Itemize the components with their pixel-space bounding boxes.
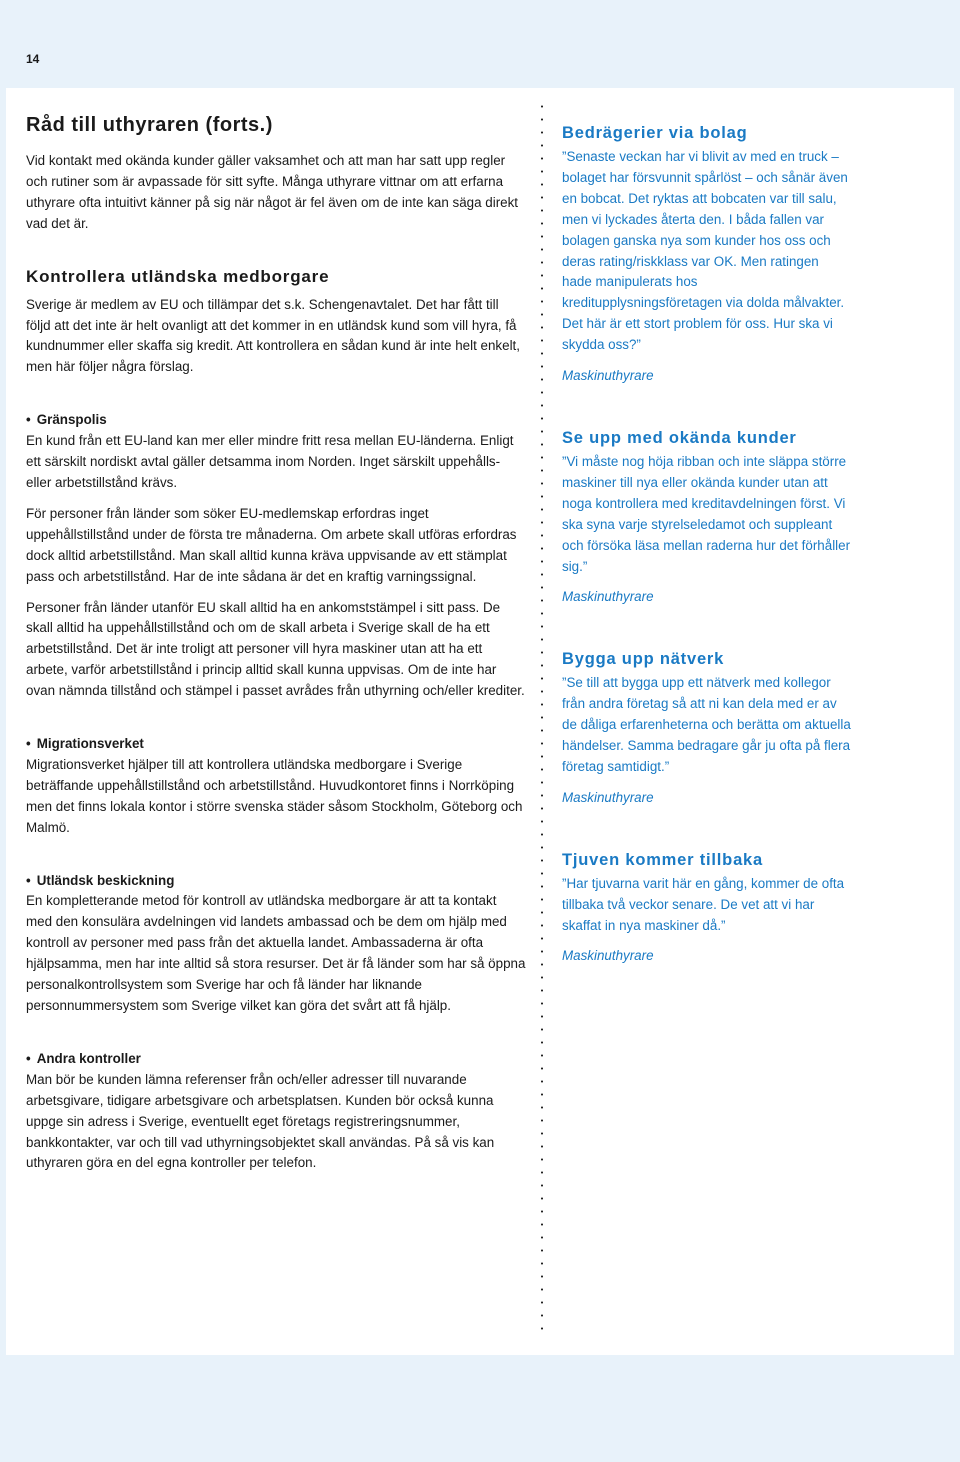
bullet-heading: • Andra kontroller <box>26 1049 526 1070</box>
bullet-paragraph: Personer från länder utanför EU skall alltid ha en ankomststämpel i sitt pass. De skall alltid ha uppehållstillstånd och om de skall arbeta i Sverige skall de ha ett arbetstillstånd. Det är inte troligt att personer vill hyra maskiner utan att ha ett arbete, varför arbetstillstånd i princip alltid skall kunna uppvisas. Om de inte har ovan nämnda tillstånd och stämpel i passet avrådes från uthyrning och/eller krediter. <box>26 599 525 699</box>
bullet-paragraph: En kund från ett EU-land kan mer eller mindre fritt resa mellan EU-länderna. Enligt ett särskilt nordiskt avtal gäller detsamma inom Norden. Inget särskilt uppehålls- eller arbetstillstånd krävs. <box>26 433 514 490</box>
top-band <box>0 0 960 88</box>
quote-heading: Se upp med okända kunder <box>562 428 797 447</box>
bullet-paragraph: Man bör be kunden lämna referenser från och/eller adresser till nuvarande arbetsgivare, tidigare arbetsgivare och arbetsplatsen. Kunden bör också kunna uppge sin adress i Sverige, eventuellt eget företags registreringsnummer, bankkontakter, var och till vad uthyrningsobjektet skall användas. På så vis kan uthyraren göra en del egna kontroller per telefon. <box>26 1071 495 1171</box>
quote-signature: Maskinuthyrare <box>562 948 654 964</box>
quote-signature: Maskinuthyrare <box>562 368 654 384</box>
quote-heading: Bygga upp nätverk <box>562 650 725 669</box>
quote-text: ”Se till att bygga upp ett nätverk med kollegor från andra företag så att ni kan dela med er av de dåliga erfarenheterna och berätta om aktuella händelser. Samma bedragare går ju ofta på flera företag samtidigt.” <box>562 675 851 774</box>
bullet-paragraph: En kompletterande metod för kontroll av utländska medborgare är att ta kontakt med den konsulära avdelningen vid landets ambassad och be dem om hjälp med kontroll av personer med pass från det aktuella landet. Ambassaderna är ofta hjälpsamma, men har inte alltid så stora resurser. Det är få länder som har så öppna personalkontrollsystem som Sverige har och få länder har liknande personnummersystem som Sverige vilket kan göra det svårt att få hjälp. <box>26 893 526 1013</box>
bullet-andra-kontroller <box>26 1049 526 1174</box>
sidebar-quotes <box>562 124 852 1009</box>
quote-text: ”Senaste veckan har vi blivit av med en truck – bolaget har försvunnit spårlöst – och sånär även en bobcat. Det ryktas att bobcaten var till salu, men vi lyckades återta den. I båda fallen var bolagen ganska nya som kunder hos oss och deras rating/riskklass var OK. Men ratingen hade manipulerats hos kreditupplysningsföretagen via dolda målvakter. Det här är ett stort problem för oss. Hur ska vi skydda oss?” <box>562 149 848 353</box>
bottom-band <box>0 1355 960 1462</box>
section-heading: Kontrollera utländska medborgare <box>26 266 330 286</box>
left-margin-band <box>0 84 6 1356</box>
quote-text: ”Vi måste nog höja ribban och inte släppa större maskiner till nya eller okända kunder utan att noga kontrollera med kreditavdelningen först. Vi ska syna varje styrelseledamot och suppleant och försöka läsa mellan raderna hur det förhåller sig.” <box>562 453 851 574</box>
bullet-utlandsk-beskickning <box>26 871 526 1017</box>
bullet-migrationsverket <box>26 734 526 839</box>
quote-block <box>562 429 852 608</box>
quote-heading: Bedrägerier via bolag <box>562 124 748 142</box>
bullet-paragraph: För personer från länder som söker EU-medlemskap erfordras inget uppehållstillstånd under de första tre månaderna. Om arbete skall utföras erfordras dock alltid arbetstillstånd. Man skall alltid kunna kräva uppvisande av ett stämplat pass och arbetstillstånd. Har de inte sådana är det en kraftig varningssignal. <box>26 505 517 584</box>
dotted-divider <box>540 100 544 1340</box>
quote-block <box>562 650 852 808</box>
page-number: 14 <box>26 52 40 66</box>
quote-text: ”Har tjuvarna varit här en gång, kommer de ofta tillbaka två veckor senare. De vet att vi har skaffat in nya maskiner då.” <box>562 875 845 933</box>
right-margin-band <box>954 84 960 1356</box>
quote-block <box>562 124 852 387</box>
bullet-paragraph: Migrationsverket hjälper till att kontrollera utländska medborgare i Sverige beträffande uppehållstillstånd och arbetstillstånd. Huvudkontoret finns i Norrköping men det finns lokala kontor i större svenska städer såsom Stockholm, Göteborg och Malmö. <box>26 756 523 835</box>
bullet-heading: • Utländsk beskickning <box>26 871 526 892</box>
quote-signature: Maskinuthyrare <box>562 789 654 805</box>
quote-block <box>562 851 852 968</box>
intro-paragraph: Vid kontakt med okända kunder gäller vaksamhet och att man har satt upp regler och rutiner som är avpassade för sitt syfte. Många uthyrare vittnar om att erfarna uthyrare ofta intuitivt känner på sig när något är fel även om de inte kan säga direkt vad det är. <box>26 153 519 231</box>
bullet-heading: • Gränspolis <box>26 410 526 431</box>
bullet-heading: • Migrationsverket <box>26 734 526 755</box>
quote-signature: Maskinuthyrare <box>562 589 654 605</box>
section-paragraph: Sverige är medlem av EU och tillämpar det s.k. Schengenavtalet. Det har fått till följd att det inte är helt ovanligt att det kommer in en utländsk kund som vill hyra, få kundnummer eller skaffa sig kredit. Att kontrollera en sådan kund är inte helt enkelt, men här följer några förslag. <box>26 296 520 375</box>
bullet-granspolis <box>26 410 526 702</box>
quote-heading: Tjuven kommer tillbaka <box>562 850 763 869</box>
page-title: Råd till uthyraren (forts.) <box>26 114 273 136</box>
main-column <box>26 114 526 1174</box>
